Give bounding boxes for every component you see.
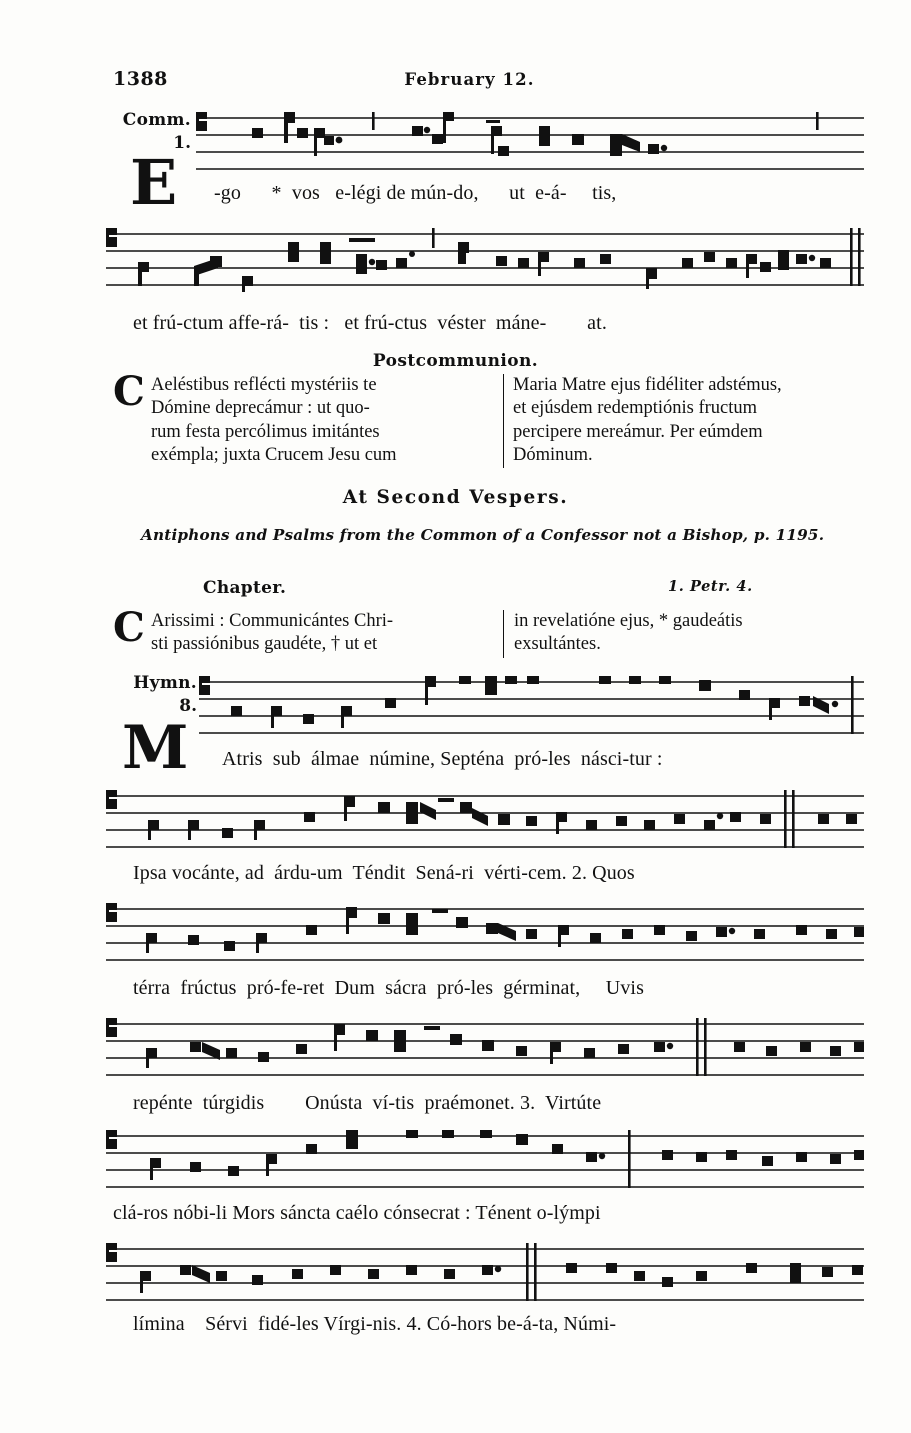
chapter-right-line-2: exsultántes. <box>514 634 601 655</box>
chapter-left-line-2: sti passiónibus gaudéte, † ut et <box>151 634 378 655</box>
hymn-initial: M <box>122 713 189 783</box>
postcommunion-left-line-3: rum festa percólimus imitántes <box>151 421 380 442</box>
hymn-lyric-line-3: térra frúctus pró-fe-ret Dum sácra pró-les gérminat, Uvis <box>133 977 644 999</box>
hymn-lyric-line-1: Atris sub álmae númine, Septéna pró-les násci-tur : <box>222 748 663 770</box>
page-number: 1388 <box>113 68 168 90</box>
chapter-left-column <box>113 604 503 657</box>
postcommunion-heading: Postcommunion. <box>372 351 539 371</box>
postcommunion-right-column <box>503 374 875 468</box>
postcommunion-block <box>113 368 875 468</box>
chapter-reference: 1. Petr. 4. <box>668 578 753 595</box>
postcommunion-right-line-1: Maria Matre ejus fidéliter adstémus, <box>513 375 782 395</box>
chapter-right-line-1: in revelatióne ejus, * gaudeátis <box>514 611 743 631</box>
hymn-staff-6 <box>106 1243 864 1305</box>
communion-initial: E <box>130 146 178 219</box>
postcommunion-left-line-2: Dómine deprecámur : ut quo- <box>151 398 370 419</box>
running-head <box>0 68 911 92</box>
hymn-lyric-line-2: Ipsa vocánte, ad árdu-um Téndit Sená-ri vérti-cem. 2. Quos <box>133 862 635 884</box>
chapter-block <box>113 604 875 657</box>
hymn-staff-5 <box>106 1130 864 1192</box>
rubric-page-label: p. <box>753 526 771 544</box>
chapter-heading: Chapter. <box>203 578 287 598</box>
postcommunion-right-line-2: et ejúsdem redemptiónis fructum <box>513 398 758 419</box>
second-vespers-heading: At Second Vespers. <box>342 487 569 508</box>
postcommunion-left-line-1: Aeléstibus reflécti mystériis te <box>151 375 377 395</box>
communion-mode: 1. <box>173 133 191 153</box>
hymn-staff-2 <box>106 790 864 852</box>
hymn-lyric-line-4: repénte túrgidis Onústa ví-tis praémonet. 3. Virtúte <box>133 1092 602 1114</box>
communion-lyric-line-2: et frú-ctum affe-rá- tis : et frú-ctus véster máne- at. <box>133 312 607 334</box>
second-vespers-rubric <box>113 524 873 546</box>
hymn-staff-3 <box>106 903 864 965</box>
hymn-lyric-line-5: clá-ros nóbi-li Mors sáncta caélo cónsecrat : Ténent o-lýmpi <box>113 1202 601 1224</box>
chant-staff-1 <box>196 112 864 174</box>
chapter-initial: C <box>113 604 145 651</box>
postcommunion-right-line-3: percipere mereámur. Per eúmdem <box>513 421 763 442</box>
communion-label: Comm. <box>122 110 191 130</box>
postcommunion-initial: C <box>113 368 145 415</box>
running-title: February 12. <box>404 70 535 89</box>
hymn-mode: 8. <box>179 696 197 716</box>
rubric-text: Antiphons and Psalms from the Common of a Confessor not a Bishop, <box>141 526 749 544</box>
rubric-page-number: 1195. <box>775 526 825 544</box>
chapter-left-line-1: Arissimi : Communicántes Chri- <box>151 611 394 631</box>
hymn-label: Hymn. <box>133 673 197 693</box>
communion-lyric-line-1: -go * vos e-légi de mún-do, ut e-á- tis, <box>214 182 617 204</box>
postcommunion-right-line-4: Dóminum. <box>513 445 593 466</box>
chapter-right-column <box>503 610 875 657</box>
postcommunion-left-column <box>113 368 503 468</box>
hymn-lyric-line-6: límina Sérvi fidé-les Vírgi-nis. 4. Có-hors be-á-ta, Númi- <box>133 1313 617 1335</box>
hymn-staff-1 <box>199 676 864 738</box>
hymn-staff-4 <box>106 1018 864 1080</box>
chant-staff-2 <box>106 228 864 294</box>
postcommunion-left-line-4: exémpla; juxta Crucem Jesu cum <box>151 445 397 466</box>
